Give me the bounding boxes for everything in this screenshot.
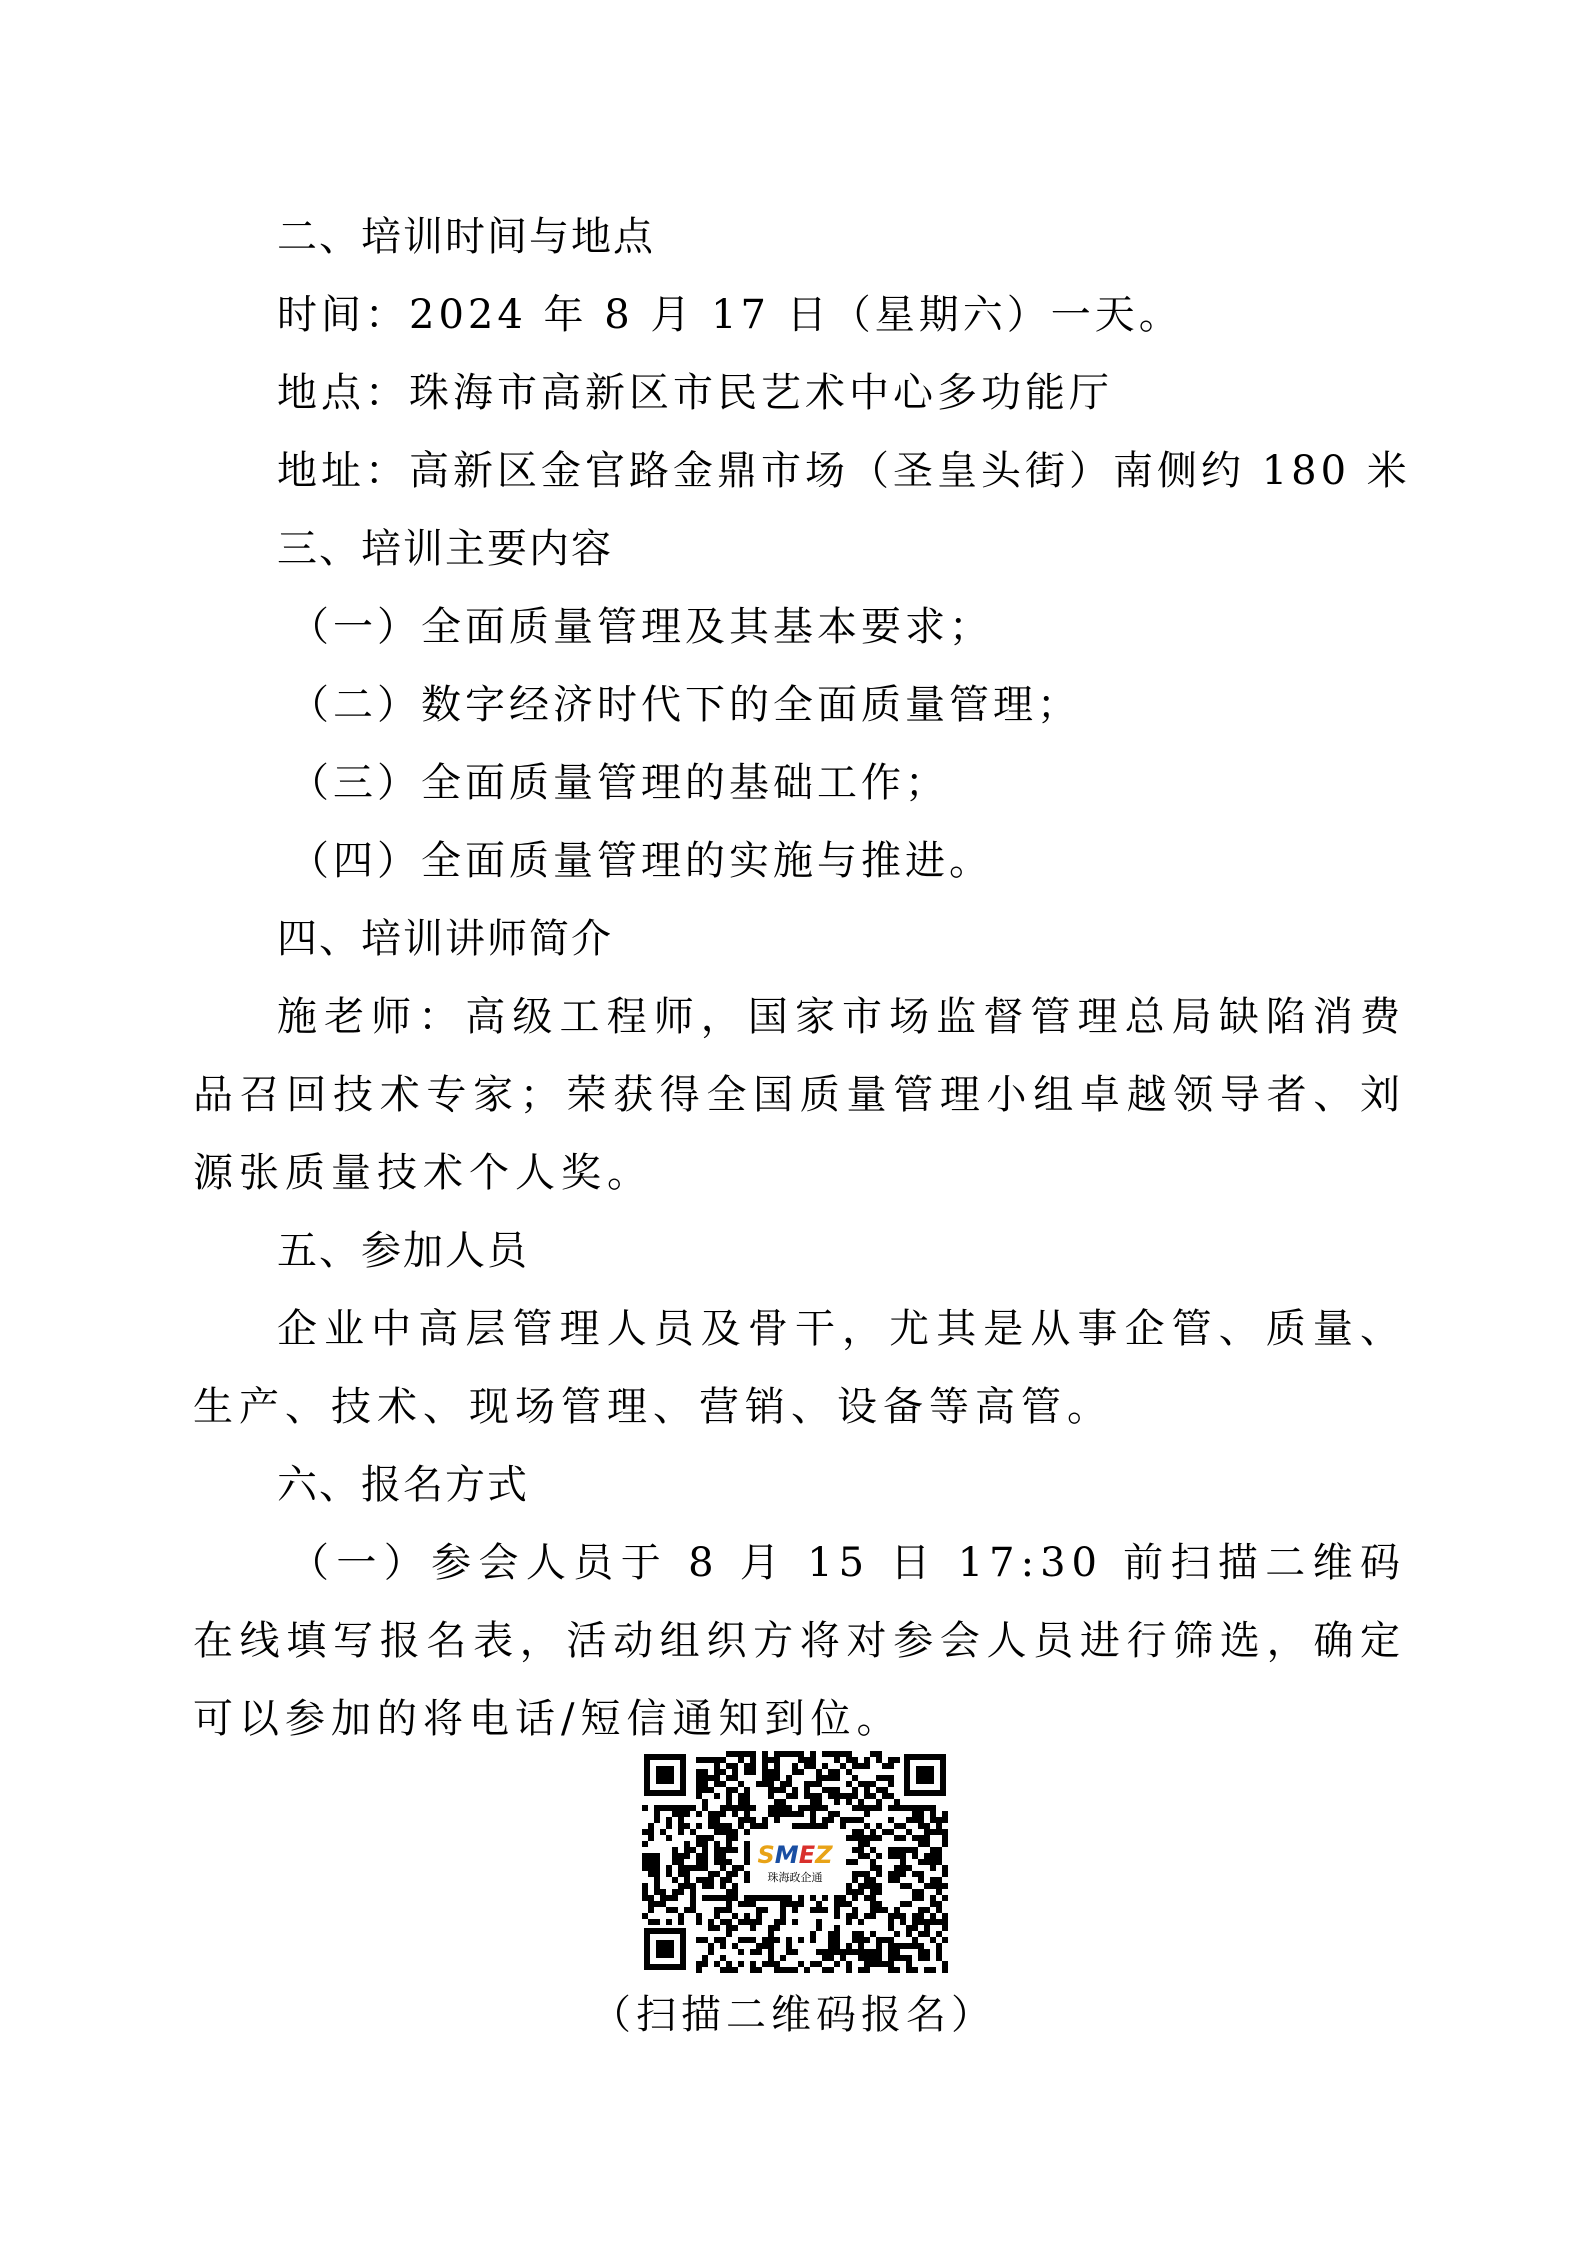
content-item-1: （一）全面质量管理及其基本要求； bbox=[289, 604, 993, 650]
logo-subtitle: 珠海政企通 bbox=[767, 1871, 823, 1884]
qr-code-graphic bbox=[640, 1750, 950, 1974]
document-body bbox=[193, 198, 1411, 1758]
training-place: 地点：珠海市高新区市民艺术中心多功能厅 bbox=[277, 370, 1113, 416]
qr-caption: （扫描二维码报名） bbox=[591, 1992, 996, 2038]
qr-finder-top-right bbox=[904, 1754, 946, 1796]
content-item-4: （四）全面质量管理的实施与推进。 bbox=[289, 838, 993, 884]
registration-text: （一）参会人员于 8 月 15 日 17:30 前扫描二维码在线填写报名表，活动组织方将对参会人员进行筛选，确定可以参加的将电话/短信通知到位。 bbox=[193, 1540, 1406, 1742]
content-item-2: （二）数字经济时代下的全面质量管理； bbox=[289, 682, 1081, 728]
section-heading-content: 三、培训主要内容 bbox=[277, 526, 613, 572]
lecturer-intro: 施老师：高级工程师，国家市场监督管理总局缺陷消费品召回技术专家；荣获得全国质量管理小组卓越领导者、刘源张质量技术个人奖。 bbox=[193, 994, 1406, 1196]
registration-qr-code[interactable] bbox=[640, 1750, 950, 1974]
section-heading-lecturer: 四、培训讲师简介 bbox=[277, 916, 613, 962]
training-address: 地址：高新区金官路金鼎市场（圣皇头街）南侧约 180 米 bbox=[277, 448, 1411, 494]
training-time: 时间：2024 年 8 月 17 日（星期六）一天。 bbox=[277, 292, 1183, 338]
section-heading-participants: 五、参加人员 bbox=[277, 1228, 529, 1274]
qr-center-logo bbox=[752, 1832, 838, 1888]
section-heading-registration: 六、报名方式 bbox=[277, 1462, 529, 1508]
qr-finder-top-left bbox=[644, 1754, 686, 1796]
qr-finder-bottom-left bbox=[644, 1928, 686, 1970]
participants-text: 企业中高层管理人员及骨干，尤其是从事企管、质量、生产、技术、现场管理、营销、设备等高管。 bbox=[193, 1306, 1406, 1430]
section-heading-time-place: 二、培训时间与地点 bbox=[277, 214, 655, 260]
content-item-3: （三）全面质量管理的基础工作； bbox=[289, 760, 949, 806]
logo-text-smez: SMEZ bbox=[757, 1841, 833, 1869]
